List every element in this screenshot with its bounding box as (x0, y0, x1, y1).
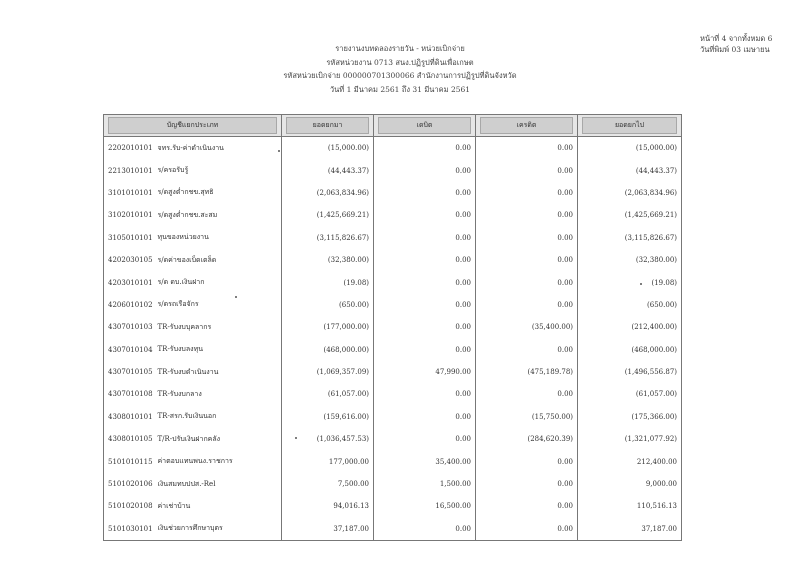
opening-balance: (468,000.00) (282, 339, 374, 361)
account-name: ร/ดค่าของเบ็ดเตล็ด (154, 249, 282, 271)
header-closing (578, 115, 682, 137)
account-name: เงินช่วยการศึกษาบุตร (154, 518, 282, 541)
credit-amount: 0.00 (476, 159, 578, 181)
account-code: 5101020106 (104, 473, 154, 495)
header-debit-label: เดบิต (378, 117, 471, 134)
page-number-label: หน้าที่ 4 จากทั้งหมด 6 (700, 34, 773, 43)
header-debit (374, 115, 476, 137)
account-name: TR-รับงบดำเนินงาน (154, 361, 282, 383)
opening-balance: (1,036,457.53) (282, 428, 374, 450)
account-name: ร/ดรถเรือจักร (154, 294, 282, 316)
closing-balance: 212,400.00 (578, 450, 682, 472)
closing-balance: (44,443.37) (578, 159, 682, 181)
opening-balance: (177,000.00) (282, 316, 374, 338)
opening-balance: (650.00) (282, 294, 374, 316)
credit-amount: 0.00 (476, 182, 578, 204)
credit-amount: 0.00 (476, 383, 578, 405)
credit-amount: 0.00 (476, 518, 578, 541)
debit-amount: 0.00 (374, 182, 476, 204)
account-name: ค่าตอบแทนพนง.ราชการ (154, 450, 282, 472)
debit-amount: 0.00 (374, 137, 476, 160)
table-row (104, 182, 682, 204)
debit-amount: 35,400.00 (374, 450, 476, 472)
credit-amount: 0.00 (476, 450, 578, 472)
table-header-row (104, 115, 682, 137)
debit-amount: 0.00 (374, 518, 476, 541)
account-code: 4307010103 (104, 316, 154, 338)
account-name: ทุนของหน่วยงาน (154, 227, 282, 249)
credit-amount: (15,750.00) (476, 406, 578, 428)
debit-amount: 16,500.00 (374, 495, 476, 517)
table-row (104, 249, 682, 271)
agency-code-line: รหัสหน่วยงาน 0713 สนง.ปฏิรูปที่ดินเพื่อเกษต (326, 57, 474, 67)
closing-balance: (15,000.00) (578, 137, 682, 160)
opening-balance: (1,069,357.09) (282, 361, 374, 383)
credit-amount: (284,620.39) (476, 428, 578, 450)
credit-amount: (35,400.00) (476, 316, 578, 338)
account-name: T/R-ปรับเงินฝากคลัง (154, 428, 282, 450)
scan-speck (640, 283, 642, 285)
closing-balance: (2,063,834.96) (578, 182, 682, 204)
page-info (700, 33, 772, 55)
account-name: ร/ดสูงต่ำกชข.สะสม (154, 204, 282, 226)
header-credit-label: เครดิต (480, 117, 573, 134)
account-code: 5101020108 (104, 495, 154, 517)
debit-amount: 0.00 (374, 383, 476, 405)
account-code: 3101010101 (104, 182, 154, 204)
debit-amount: 47,990.00 (374, 361, 476, 383)
opening-balance: (32,380.00) (282, 249, 374, 271)
account-code: 4202030105 (104, 249, 154, 271)
table-row (104, 495, 682, 517)
closing-balance: (19.08) (578, 271, 682, 293)
table-row (104, 227, 682, 249)
account-code: 4308010101 (104, 406, 154, 428)
credit-amount: 0.00 (476, 294, 578, 316)
credit-amount: 0.00 (476, 204, 578, 226)
closing-balance: (61,057.00) (578, 383, 682, 405)
opening-balance: (61,057.00) (282, 383, 374, 405)
debit-amount: 0.00 (374, 271, 476, 293)
debit-amount: 0.00 (374, 204, 476, 226)
debit-amount: 0.00 (374, 159, 476, 181)
account-code: 4206010102 (104, 294, 154, 316)
scan-speck (235, 296, 237, 298)
closing-balance: 110,516.13 (578, 495, 682, 517)
account-code: 3105010101 (104, 227, 154, 249)
opening-balance: (44,443.37) (282, 159, 374, 181)
credit-amount: 0.00 (476, 339, 578, 361)
debit-amount: 0.00 (374, 227, 476, 249)
debit-amount: 0.00 (374, 428, 476, 450)
opening-balance: 94,016.13 (282, 495, 374, 517)
debit-amount: 0.00 (374, 339, 476, 361)
account-name: TR-รับงบบุคลากร (154, 316, 282, 338)
trial-balance-table (103, 114, 682, 541)
header-closing-label: ยอดยกไป (582, 117, 677, 134)
table-row (104, 159, 682, 181)
account-name: TR-รับงบลงทุน (154, 339, 282, 361)
account-name: TR-สรก.รับเงินนอก (154, 406, 282, 428)
account-code: 2202010101 (104, 137, 154, 160)
disbursement-unit-line: รหัสหน่วยเบิกจ่าย 000000701300066 สำนักงานการปฏิรูปที่ดินจังหวัด (283, 71, 517, 80)
account-code: 4307010105 (104, 361, 154, 383)
credit-amount: (475,189.78) (476, 361, 578, 383)
closing-balance: 9,000.00 (578, 473, 682, 495)
account-name: ร/ด ดบ.เงินฝาก (154, 271, 282, 293)
opening-balance: (159,616.00) (282, 406, 374, 428)
table-row (104, 428, 682, 450)
report-title: รายงานงบทดลองรายวัน - หน่วยเบิกจ่าย (335, 44, 465, 53)
account-name: ค่าเช่าบ้าน (154, 495, 282, 517)
closing-balance: 37,187.00 (578, 518, 682, 541)
account-code: 4308010105 (104, 428, 154, 450)
account-name: ร/ครอรับรู้ (154, 159, 282, 181)
credit-amount: 0.00 (476, 271, 578, 293)
debit-amount: 0.00 (374, 249, 476, 271)
debit-amount: 0.00 (374, 294, 476, 316)
header-opening-label: ยอดยกมา (286, 117, 369, 134)
table-row (104, 473, 682, 495)
table-row (104, 361, 682, 383)
table-row (104, 316, 682, 338)
table-row (104, 339, 682, 361)
scan-speck (295, 437, 297, 439)
closing-balance: (3,115,826.67) (578, 227, 682, 249)
header-account (104, 115, 282, 137)
account-name: เงินสมทบปปส.-Rel (154, 473, 282, 495)
table-row (104, 294, 682, 316)
credit-amount: 0.00 (476, 137, 578, 160)
account-code: 3102010101 (104, 204, 154, 226)
opening-balance: (19.08) (282, 271, 374, 293)
header-account-label: บัญชีแยกประเภท (108, 117, 277, 134)
table-row (104, 406, 682, 428)
account-code: 4203010101 (104, 271, 154, 293)
scan-speck (278, 150, 280, 152)
account-name: จทร.รับ-ค่าดำเนินงาน (154, 137, 282, 160)
table-row (104, 137, 682, 160)
account-code: 5101030101 (104, 518, 154, 541)
closing-balance: (212,400.00) (578, 316, 682, 338)
opening-balance: (2,063,834.96) (282, 182, 374, 204)
closing-balance: (32,380.00) (578, 249, 682, 271)
table-row (104, 204, 682, 226)
account-name: ร/ดสูงต่ำกชข.สุทธิ (154, 182, 282, 204)
debit-amount: 1,500.00 (374, 473, 476, 495)
opening-balance: 7,500.00 (282, 473, 374, 495)
opening-balance: (15,000.00) (282, 137, 374, 160)
opening-balance: (3,115,826.67) (282, 227, 374, 249)
closing-balance: (1,321,077.92) (578, 428, 682, 450)
header-opening (282, 115, 374, 137)
table-body (104, 137, 682, 541)
account-code: 2213010101 (104, 159, 154, 181)
opening-balance: 177,000.00 (282, 450, 374, 472)
closing-balance: (1,425,669.21) (578, 204, 682, 226)
table-row (104, 383, 682, 405)
account-code: 4307010108 (104, 383, 154, 405)
closing-balance: (1,496,556.87) (578, 361, 682, 383)
closing-balance: (650.00) (578, 294, 682, 316)
opening-balance: (1,425,669.21) (282, 204, 374, 226)
closing-balance: (175,366.00) (578, 406, 682, 428)
print-date-label: วันที่พิมพ์ 03 เมษายน (700, 45, 770, 54)
credit-amount: 0.00 (476, 249, 578, 271)
account-name: TR-รับงบกลาง (154, 383, 282, 405)
header-credit (476, 115, 578, 137)
credit-amount: 0.00 (476, 495, 578, 517)
account-code: 4307010104 (104, 339, 154, 361)
report-header (250, 42, 550, 96)
account-code: 5101010115 (104, 450, 154, 472)
date-range-line: วันที่ 1 มีนาคม 2561 ถึง 31 มีนาคม 2561 (329, 84, 471, 94)
table-row (104, 450, 682, 472)
table-row (104, 518, 682, 541)
opening-balance: 37,187.00 (282, 518, 374, 541)
credit-amount: 0.00 (476, 227, 578, 249)
debit-amount: 0.00 (374, 406, 476, 428)
debit-amount: 0.00 (374, 316, 476, 338)
closing-balance: (468,000.00) (578, 339, 682, 361)
credit-amount: 0.00 (476, 473, 578, 495)
table-row (104, 271, 682, 293)
